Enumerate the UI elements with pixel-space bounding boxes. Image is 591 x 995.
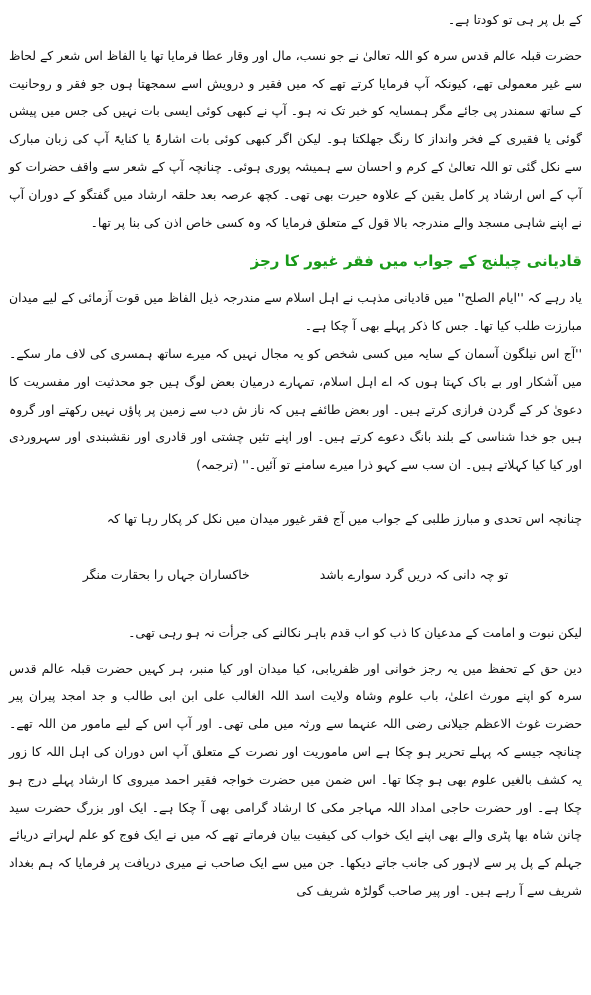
verse-hemistich-right: تو چہ دانی کہ دریں گرد سوارے باشد bbox=[319, 566, 509, 582]
persian-verse bbox=[9, 561, 582, 589]
paragraph-ayyam-al-sulh: یاد رہے کہ ''ایام الصلح'' میں قادیانی مذہب نے اہل اسلام سے مندرجہ ذیل الفاظ میں قوت آزمائی کے لیے میدان مبارزت طلب کیا تھا۔ جس کا ذکر پہلے بھی آ چکا ہے۔ bbox=[9, 290, 582, 334]
paragraph-challenge-quote: ''آج اس نیلگون آسمان کے سایہ میں کسی شخص کو یہ مجال نہیں کہ میرے ساتھ ہمسری کی لاف مار سکے۔ میں آشکار اور بے باک کہتا ہوں کہ اے اہل اسلام، تمہارے درمیان بعض لوگ ہیں جو محدثیت اور مفسریت کا دعویٰ کر کے گردن فرازی کرتے ہیں۔ اور بعض طائفے ہیں کہ ناز ش دب سے زمین پر پاؤں نہیں رکھتے اور گروہ ہیں جو خدا شناسی کے بلند بانگ دعوے کرتے ہیں۔ اور اپنے تئیں چشتی اور قادری اور نقشبندی اور سہروردی اور کیا کیا کہلاتے ہیں۔ ان سب سے کہو ذرا میرے سامنے تو آئیں۔'' (ترجمہ) bbox=[9, 345, 582, 473]
verse-hemistich-left: خاکساران جہاں را بحقارت منگر bbox=[82, 566, 250, 582]
paragraph-qibla-alam: حضرت قبلہ عالم قدس سرہ کو اللہ تعالیٰ نے جو نسب، مال اور وقار عطا فرمایا تھا یا الفاظ اس شعر کے لحاظ سے غیر معمولی تھے، کیونکہ آپ فرمایا کرتے تھے کہ میں فقیر و درویش اسے سمجھتا ہوں جو فقر و روحانیت کے ساتھ سمندر پی جائے مگر ہمسایہ کو خبر تک نہ ہو۔ آپ نے کبھی کوئی ایسی بات نہیں کی جس میں پیشں گوئی یا فقیری کے فخر وانداز کا رنگ جھلکتا ہو۔ لیکن اگر کبھی کوئی بات اشارۃً یا کنایۃً آپ کی زبان مبارک سے نکل گئی تو اللہ تعالیٰ کے کرم و احسان سے ہمیشہ پوری ہوئی۔ چنانچہ آپ کے شعر سے واقف حضرات کو آپ کے اس ارشاد پر کامل یقین کے علاوہ حیرت بھی تھی۔ کچھ عرصہ بعد حلقہ ارشاد میں گفتگو کے دوران آپ نے اپنے شاہی مسجد والے مندرجہ بالا قول کے متعلق فرمایا کہ وہ کسی خاص اذن کی بنا پر تھا۔ bbox=[9, 47, 582, 230]
section-heading: قادیانی چیلنج کے جواب میں فقر غیور کا رجز bbox=[250, 252, 582, 271]
paragraph-opening-line: کے بل پر ہی تو کودتا ہے۔ bbox=[447, 12, 582, 27]
paragraph-response-intro: چنانچہ اس تحدی و مبارز طلبی کے جواب میں آج فقر غیور میدان میں نکل کر پکار رہا تھا کہ bbox=[106, 510, 582, 526]
paragraph-claimants: لیکن نبوت و امامت کے مدعیان کا ذب کو اب قدم باہر نکالنے کی جرأت نہ ہو رہی تھی۔ bbox=[128, 624, 582, 640]
paragraph-deen-e-haq: دین حق کے تحفظ میں یہ رجز خوانی اور ظفریابی، کیا میدان اور کیا منبر، ہر کہیں حضرت قبلہ عالم قدس سرہ کو اپنے مورث اعلیٰ، باب علوم وشاہ ولایت اسد اللہ الغالب علی ابن ابی طالب و جد امجد پیران پیر حضرت غوث الاعظم جیلانی رضی اللہ عنہما سے ورثہ میں ملی تھی۔ اور آپ اس کے لیے مامور من اللہ تھے۔ چنانچہ جیسے کہ پہلے تحریر ہو چکا ہے اس ماموریت اور نصرت کے متعلق آپ اس دوران کی اہل اللہ کا زور یہ کشف بالغیں علوم بھی ہو چکا تھا۔ اس ضمن میں حضرت خواجہ فقیر احمد میروی کا ارشاد پہلے درج ہو چکا ہے۔ اور حضرت حاجی امداد اللہ مہاجر مکی کا ارشاد گرامی بھی آ چکا ہے۔ ایک اور بزرگ حضرت سید چانن شاہ بھا پٹری والے بھی اپنے ایک خواب کی کیفیت بیان فرماتے تھے کہ میں نے ایک فوج کو علم لہراتے دریائے جہلم کے پل پر سے لاہور کی جانب جاتے دیکھا۔ جن میں سے ایک صاحب نے میری دریافت پر فرمایا کہ ہم بغداد شریف سے آ رہے ہیں۔ اور پیر صاحب گولڑہ شریف کی bbox=[9, 660, 582, 898]
